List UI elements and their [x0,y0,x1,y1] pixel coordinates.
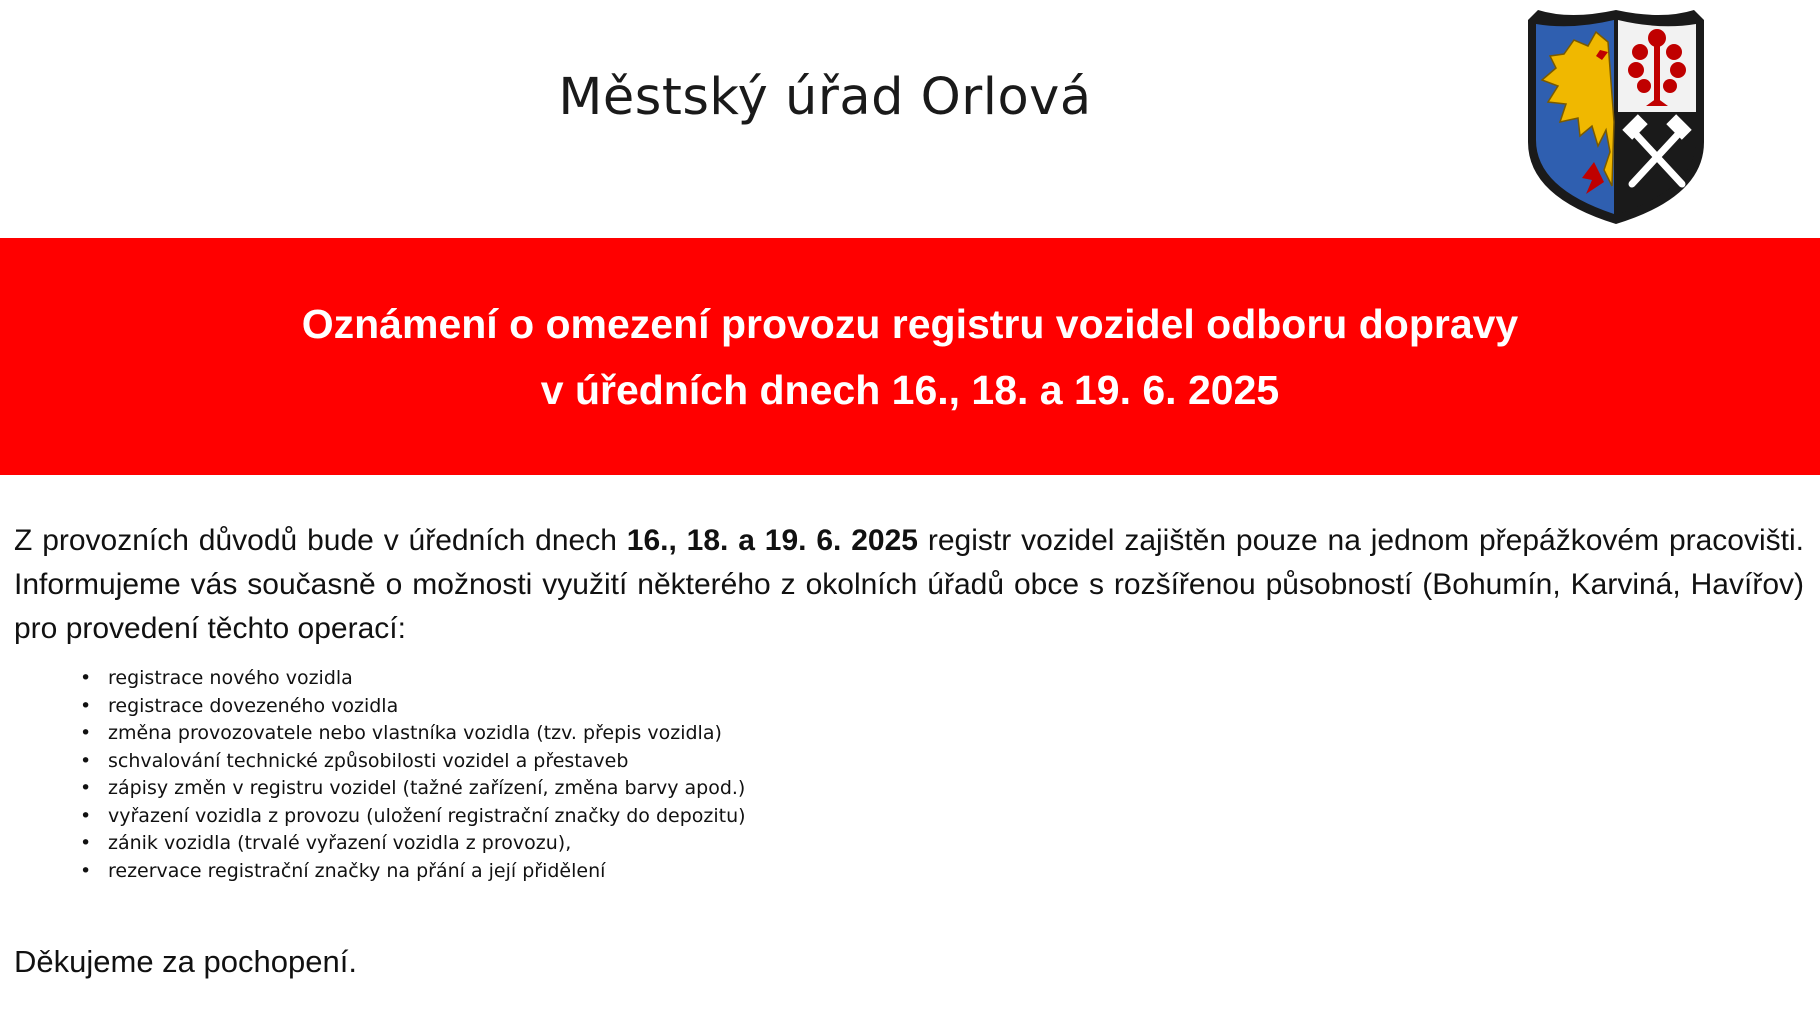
list-item: • rezervace registrační značky na přání a její přidělení [80,858,746,886]
operations-list [80,665,746,885]
list-item: • registrace nového vozidla [80,665,746,693]
list-item: • změna provozovatele nebo vlastníka vozidla (tzv. přepis vozidla) [80,720,746,748]
list-item: • zánik vozidla (trvalé vyřazení vozidla z provozu), [80,830,746,858]
list-item: • registrace dovezeného vozidla [80,693,746,721]
banner-title-line-2: v úředních dnech 16., 18. a 19. 6. 2025 [540,366,1280,413]
intro-dates: 16., 18. a 19. 6. 2025 [626,524,918,557]
coat-of-arms-icon [1520,2,1712,226]
list-item: • zápisy změn v registru vozidel (tažné zařízení, změna barvy apod.) [80,775,746,803]
office-title: Městský úřad Orlová [558,68,1092,127]
intro-paragraph [14,519,1804,651]
thanks-text: Děkujeme za pochopení. [14,944,357,979]
banner-title-line-1: Oznámení o omezení provozu registru vozidel odboru dopravy [301,300,1519,347]
list-item: • vyřazení vozidla z provozu (uložení registrační značky do depozitu) [80,803,746,831]
list-item: • schvalování technické způsobilosti vozidel a přestaveb [80,748,746,776]
intro-text-end: registr vozidel zajištěn pouze na jednom přepážkovém pracovišti. Informujeme vás současně o možnosti využití některého z okolních úřadů obce s rozšířenou působností (Bohumín, Karviná, Havířov) pro provedení těchto operací: [14,524,1804,645]
intro-text-start: Z provozních důvodů bude v úředních dnech [14,524,627,557]
notice-banner [0,238,1820,475]
